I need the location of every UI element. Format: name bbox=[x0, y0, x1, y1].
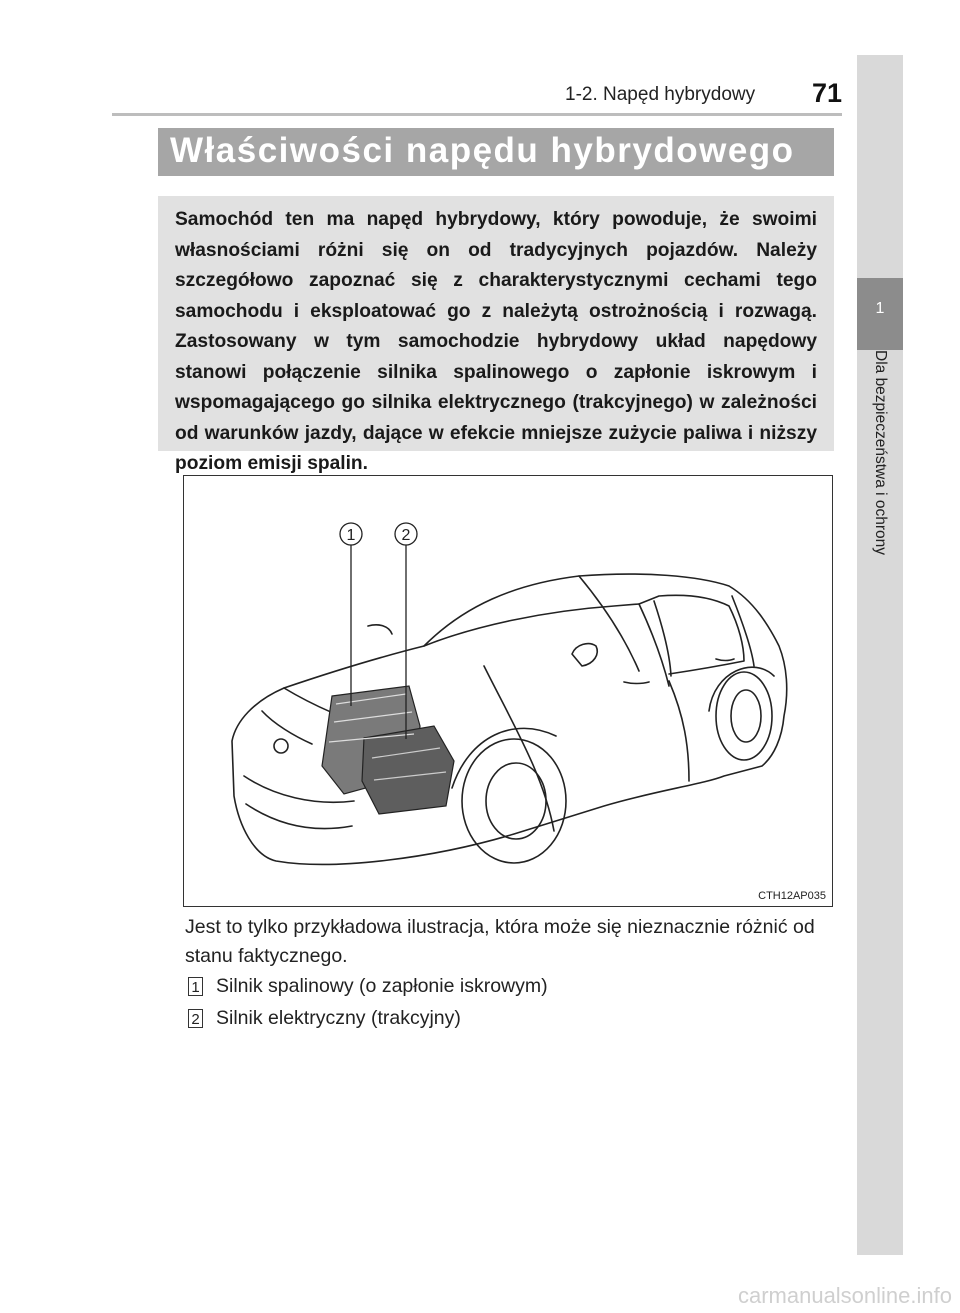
section-title: 1-2. Napęd hybrydowy bbox=[565, 84, 756, 105]
watermark: carmanualsonline.info bbox=[737, 1283, 952, 1308]
car-body-outline bbox=[232, 574, 787, 864]
side-window bbox=[639, 595, 744, 674]
legend-number-2: 2 bbox=[188, 1009, 203, 1028]
headlight bbox=[262, 711, 312, 744]
powertrain bbox=[322, 686, 454, 814]
header-divider bbox=[112, 113, 842, 116]
callout-1-label: 1 bbox=[346, 527, 356, 544]
car-illustration bbox=[183, 475, 833, 907]
front-door-line bbox=[484, 666, 554, 831]
figure-code: CTH12AP035 bbox=[758, 890, 826, 902]
chapter-number: 1 bbox=[875, 300, 885, 317]
chapter-tab bbox=[857, 55, 903, 1255]
door-handle-rear bbox=[716, 659, 734, 661]
figure-caption: Jest to tylko przykładowa ilustracja, która może się nieznacznie różnić od stanu faktycznego. bbox=[185, 916, 815, 967]
intro-text: Samochód ten ma napęd hybrydowy, który powoduje, że swoimi własnościami różni się on od tradycyjnych pojazdów. Należy szczegółowo zapoznać się z charakterystycznymi cechami tego samochodu i eksploatować go z należytą ostrożnością i rozwagą. Zastosowany w tym samochodzie hybrydowy układ napędowy stanowi połączenie silnika spalinowego o zapłonie iskrowym i wspomagającego go silnika elektrycznego (trakcyjnego) w zależności od warunków jazdy, dające w efekcie mniejsze zużycie paliwa i niższy poziom emisji spalin. bbox=[175, 209, 817, 474]
callout-2-label: 2 bbox=[401, 527, 411, 544]
door-handle-front bbox=[624, 682, 649, 684]
legend-number-1: 1 bbox=[188, 977, 203, 996]
legend-text-2: Silnik elektryczny (trakcyjny) bbox=[216, 1007, 461, 1029]
rear-wheel bbox=[716, 672, 772, 760]
rear-door-line bbox=[669, 681, 689, 781]
hybrid-car-drawing bbox=[184, 476, 834, 908]
front-wheel bbox=[462, 739, 566, 863]
side-mirror bbox=[572, 644, 597, 666]
emblem bbox=[274, 739, 288, 753]
electric-motor-block bbox=[362, 726, 454, 814]
legend-item-1 bbox=[188, 975, 548, 998]
front-wheel-hub bbox=[486, 763, 546, 839]
rear-window-edge bbox=[732, 596, 754, 666]
legend-item-2 bbox=[188, 1007, 461, 1030]
page-title: Właściwości napędu hybrydowego bbox=[170, 131, 795, 170]
rear-wheel-hub bbox=[731, 690, 761, 742]
bumper-line bbox=[246, 804, 352, 829]
antenna-fin bbox=[368, 625, 392, 634]
chapter-title: Dla bezpieczeństwa i ochrony bbox=[872, 350, 889, 556]
legend-text-1: Silnik spalinowy (o zapłonie iskrowym) bbox=[216, 975, 548, 997]
a-pillar bbox=[579, 576, 639, 671]
rear-wheel-arch bbox=[709, 667, 774, 711]
page-number: 71 bbox=[812, 78, 843, 108]
